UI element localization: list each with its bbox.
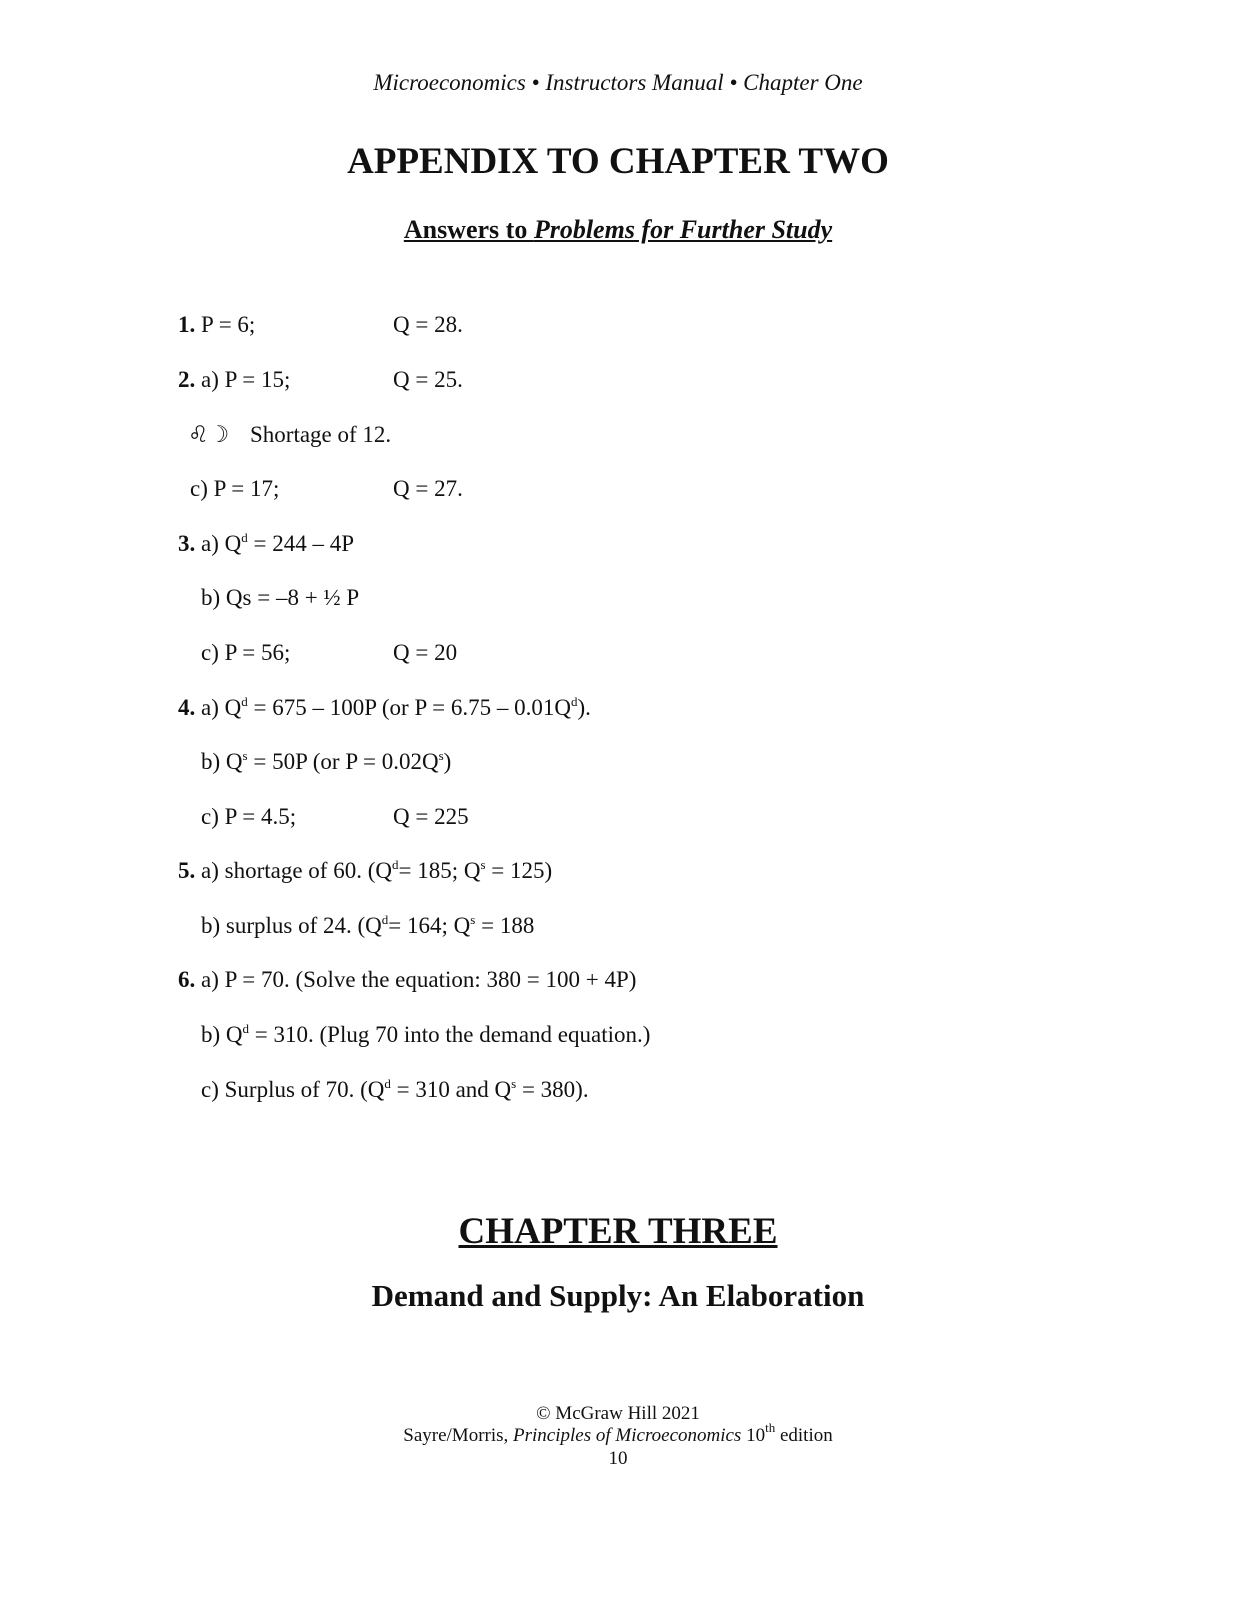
superscript: d <box>242 1021 250 1036</box>
superscript: s <box>242 748 248 763</box>
answer-4a <box>178 695 591 721</box>
footer-copyright: © McGraw Hill 2021 <box>536 1403 700 1424</box>
text-part: a) P = 70. (Solve the equation: 380 = 100 + 4P) <box>195 967 637 992</box>
text-part: a) Q <box>195 531 242 556</box>
answer-number: 1. <box>178 312 196 337</box>
text-part: = 164; Q <box>388 913 471 938</box>
page-title: APPENDIX TO CHAPTER TWO <box>347 141 889 182</box>
superscript: s <box>470 912 476 927</box>
answer-3c-right: Q = 20 <box>393 640 458 665</box>
answer-6b <box>201 1022 650 1048</box>
answer-2a-right: Q = 25. <box>393 367 463 392</box>
answer-1-right: Q = 28. <box>393 312 463 337</box>
footer-edition-number: 10 <box>741 1425 766 1446</box>
answer-5a <box>178 858 552 884</box>
answer-5b <box>201 913 534 939</box>
answer-number: 2. <box>178 367 196 392</box>
footer-edition-suffix: th <box>765 1420 776 1435</box>
answer-2c-right: Q = 27. <box>393 476 463 501</box>
superscript: s <box>480 857 486 872</box>
answer-6c <box>201 1077 589 1103</box>
answer-number: 3. <box>178 531 196 556</box>
superscript: s <box>511 1076 517 1091</box>
superscript: s <box>438 748 444 763</box>
chapter-subtitle: Demand and Supply: An Elaboration <box>371 1278 865 1313</box>
answer-left: P = 6; <box>195 312 256 337</box>
text-part: b) surplus of 24. (Q <box>201 913 382 938</box>
answer-2a <box>178 367 290 393</box>
text-part: = 244 – 4P <box>247 531 354 556</box>
section-subtitle <box>0 215 1236 245</box>
chapter-title: CHAPTER THREE <box>458 1211 778 1252</box>
subtitle-italic: Problems for Further Study <box>533 215 833 244</box>
answer-2b-text: Shortage of 12. <box>250 422 392 447</box>
page-number: 10 <box>608 1448 628 1469</box>
superscript: d <box>391 857 399 872</box>
footer-edition-word: edition <box>775 1425 833 1446</box>
text-part: = 125) <box>485 858 553 883</box>
answer-3a <box>178 531 354 557</box>
text-part: = 380). <box>516 1077 589 1102</box>
text-part: = 188 <box>475 913 535 938</box>
answer-number: 5. <box>178 858 196 883</box>
answer-4b <box>201 749 451 775</box>
footer-citation <box>0 1420 1236 1447</box>
footer-book-title: Principles of Microeconomics <box>513 1425 742 1446</box>
text-part: b) Q <box>201 749 243 774</box>
answer-number: 4. <box>178 695 196 720</box>
answer-6a <box>178 967 636 993</box>
superscript: d <box>241 530 248 545</box>
footer-authors: Sayre/Morris, <box>403 1425 514 1446</box>
text-part: b) Q <box>201 1022 243 1047</box>
text-part: = 310 and Q <box>390 1077 512 1102</box>
answer-2b <box>188 422 229 448</box>
text-part: ). <box>577 695 591 720</box>
subtitle-prefix: Answers to <box>403 215 534 244</box>
answer-4c-right: Q = 225 <box>393 804 469 829</box>
answer-1 <box>178 312 255 338</box>
text-part: a) Q <box>195 695 242 720</box>
superscript: d <box>381 912 389 927</box>
answer-4c: c) P = 4.5; <box>201 804 297 829</box>
superscript: d <box>384 1076 391 1091</box>
text-part: = 185; Q <box>398 858 481 883</box>
text-part: = 50P (or P = 0.02Q <box>247 749 439 774</box>
answer-number: 6. <box>178 967 196 992</box>
text-part: a) shortage of 60. (Q <box>195 858 392 883</box>
text-part: = 310. (Plug 70 into the demand equation.) <box>249 1022 651 1047</box>
answer-3b: b) Qs = –8 + ½ P <box>201 585 360 610</box>
superscript: d <box>570 694 578 709</box>
text-part: ) <box>443 749 452 774</box>
text-part: c) Surplus of 70. (Q <box>201 1077 385 1102</box>
answer-3c: c) P = 56; <box>201 640 291 665</box>
answer-left: a) P = 15; <box>195 367 291 392</box>
running-header: Microeconomics • Instructors Manual • Chapter One <box>373 70 863 95</box>
text-part: = 675 – 100P (or P = 6.75 – 0.01Q <box>247 695 571 720</box>
superscript: d <box>241 694 248 709</box>
answer-2c: c) P = 17; <box>190 476 280 501</box>
symbol-marker: ♌︎☽ <box>188 422 230 447</box>
